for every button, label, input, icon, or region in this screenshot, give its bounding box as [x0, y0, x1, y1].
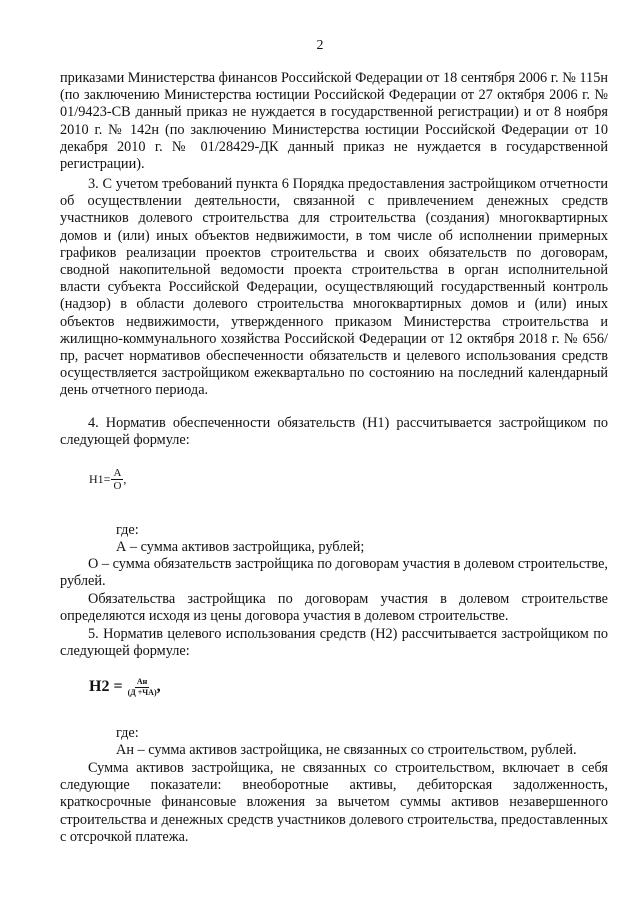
formula-h1-numerator: А	[113, 467, 122, 479]
where-label-2: где:	[116, 725, 139, 741]
definition-o: О – сумма обязательств застройщика по договорам участия в долевом строительстве, рублей.	[60, 556, 608, 590]
paragraph-item-5: 5. Норматив целевого использования средств (Н2) рассчитывается застройщиком по следующей формуле:	[60, 626, 608, 660]
paragraph-obligations: Обязательства застройщика по договорам участия в долевом строительстве определяются исходя из цены договора участия в долевом строительстве.	[60, 591, 608, 625]
formula-h2-fraction	[128, 677, 157, 698]
definition-a: А – сумма активов застройщика, рублей;	[116, 539, 365, 555]
paragraph-assets-sum: Сумма активов застройщика, не связанных со строительством, включает в себя следующие показатели: внеоборотные активы, дебиторская задолженность, краткосрочные финансовые вложения за вычетом суммы активов незавершенного строительства и денежных средств участников долевого строительства, предоставленных с отсрочкой платежа.	[60, 760, 608, 845]
formula-h1-lhs: Н1=	[89, 471, 111, 486]
formula-h1-denominator: О	[113, 480, 122, 492]
formula-h2-numerator: Ан	[136, 677, 148, 686]
formula-h2-denominator: (Д +ЧА)	[127, 688, 157, 697]
formula-h1-tail: ,	[123, 471, 127, 486]
formula-h1	[89, 467, 126, 493]
formula-h2	[89, 677, 161, 698]
page-number: 2	[316, 38, 324, 53]
where-label-1: где:	[116, 522, 139, 538]
paragraph-item-4: 4. Норматив обеспеченности обязательств (Н1) рассчитывается застройщиком по следующей формуле:	[60, 415, 608, 449]
formula-h1-fraction	[111, 467, 123, 493]
paragraph-item-3: 3. С учетом требований пункта 6 Порядка предоставления застройщиком отчетности об осуществлении деятельности, связанной с привлечением денежных средств участников долевого строительства для строительства (создания) многоквартирных домов и (или) иных объектов недвижимости, в том числе об исполнении примерных графиков реализации проектов строительства и своих обязательств по договорам, сводной накопительной ведомости проекта строительства в орган исполнительной власти субъекта Российской Федерации, осуществляющий государственный контроль (надзор) в области долевого строительства многоквартирных домов и (или) иных объектов недвижимости, утвержденного приказом Министерства строительства и жилищно-коммунального хозяйства Российской Федерации от 12 октября 2018 г. № 656/пр, расчет нормативов обеспеченности обязательств и целевого использования средств осуществляется застройщиком ежеквартально по состоянию на последний календарный день отчетного периода.	[60, 176, 608, 399]
paragraph-continuation: приказами Министерства финансов Российской Федерации от 18 сентября 2006 г. № 115н (по заключению Министерства юстиции Российской Федерации от 27 октября 2006 г. № 01/9423-СВ данный приказ не нуждается в государственной регистрации) и от 8 ноября 2010 г. № 142н (по заключению Министерства юстиции Российской Федерации от 10 декабря 2010 г. № 01/28429-ДК данный приказ не нуждается в государственной регистрации).	[60, 70, 608, 173]
definition-an: Ан – сумма активов застройщика, не связанных со строительством, рублей.	[116, 742, 577, 758]
formula-h2-lhs: Н2 =	[89, 678, 127, 696]
formula-h2-tail: ,	[156, 678, 161, 696]
